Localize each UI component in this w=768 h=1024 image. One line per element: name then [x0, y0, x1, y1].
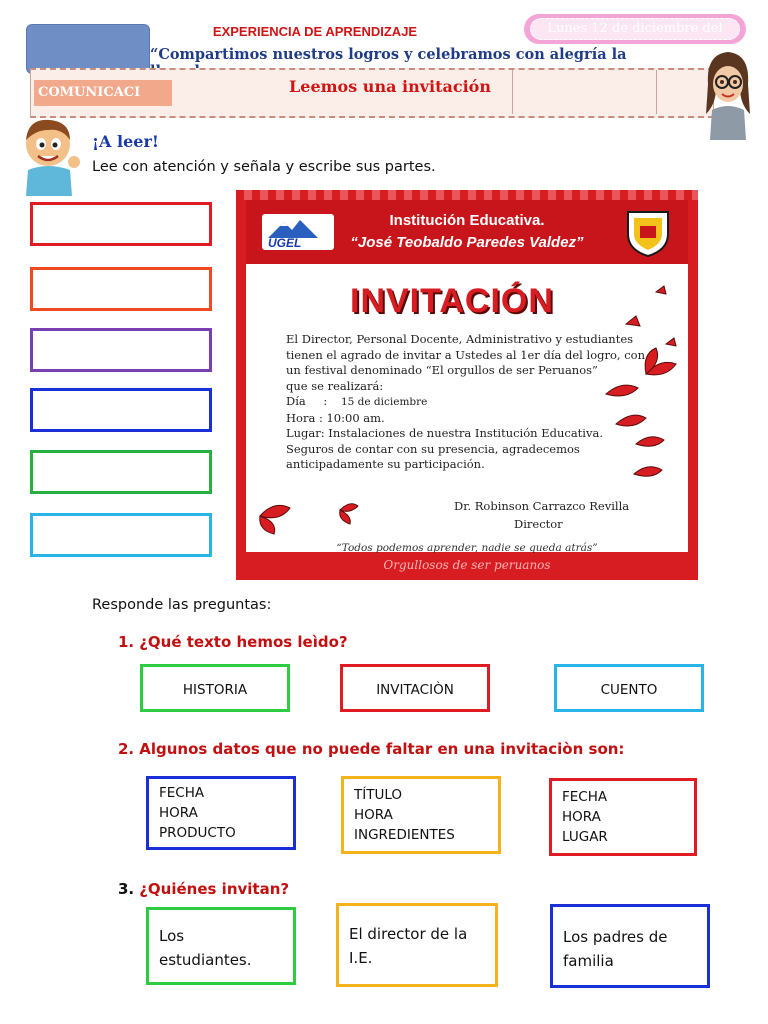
option-line: El director de la — [349, 925, 468, 943]
option-line: HORA — [562, 809, 601, 825]
intro-heading: ¡A leer! — [92, 132, 159, 151]
boy-reading-icon — [18, 114, 84, 196]
area-label: COMUNICACI — [34, 80, 172, 106]
day-value: 15 de diciembre — [340, 396, 428, 408]
option-line: I.E. — [349, 949, 373, 967]
institution-line1: Institución Educativa. — [389, 212, 545, 229]
option-line: HORA — [159, 805, 198, 821]
place-line: Lugar: Instalaciones de nuestra Institución Educativa. — [286, 426, 603, 440]
answer-box-lightblue[interactable] — [30, 513, 212, 557]
closing-line: anticipadamente su participación. — [286, 457, 485, 471]
ugel-logo-text: UGEL — [268, 236, 302, 250]
q2-option-a[interactable] — [146, 776, 296, 850]
question-text: Algunos datos que no puede faltar en una invitaciòn son: — [139, 740, 625, 758]
answer-box-blue[interactable] — [30, 388, 212, 432]
date-text: Lunes 12 de diciembre del — [530, 18, 740, 40]
invitation-footer: Orgullosos de ser peruanos — [383, 558, 551, 572]
q3-option-estudiantes[interactable] — [146, 907, 296, 985]
day-separator: : — [323, 394, 328, 408]
intro-instruction: Lee con atención y señala y escribe sus partes. — [92, 159, 436, 175]
option-line: TÍTULO — [354, 787, 403, 803]
question-number: 3. — [118, 880, 135, 898]
questions-intro: Responde las preguntas: — [92, 597, 272, 613]
question-text: ¿Qué texto hemos leìdo? — [139, 633, 348, 651]
signer-name: Dr. Robinson Carrazco Revilla — [454, 499, 630, 513]
card-top-pattern — [236, 190, 698, 200]
q3-option-padres[interactable] — [550, 904, 710, 988]
q1-option-historia[interactable] — [140, 664, 290, 712]
answer-box-green[interactable] — [30, 450, 212, 494]
q1-option-invitacion[interactable] — [340, 664, 490, 712]
option-text: INVITACIÒN — [376, 682, 454, 698]
q2-option-c[interactable] — [549, 778, 697, 856]
option-line: HORA — [354, 807, 393, 823]
signer-role: Director — [514, 517, 563, 531]
body-line: tienen el agrado de invitar a Ustedes al 1er día del logro, con — [286, 347, 645, 362]
option-line: FECHA — [159, 785, 205, 801]
question-2 — [118, 739, 624, 758]
option-line: estudiantes. — [159, 951, 252, 969]
butterflies-decoration-icon — [586, 284, 686, 504]
lesson-title: Leemos una invitación — [289, 77, 491, 96]
option-line: PRODUCTO — [159, 825, 236, 841]
experience-subtitle: “Compartimos nuestros logros y celebramos con alegría la — [150, 46, 627, 63]
invitation-card — [236, 190, 698, 580]
option-line: familia — [563, 952, 614, 970]
experience-title: EXPERIENCIA DE APRENDIZAJE — [212, 24, 418, 39]
body-line: un festival denominado “El orgullos de ser Peruanos” — [286, 363, 598, 377]
q2-option-b[interactable] — [341, 776, 501, 854]
date-badge — [524, 14, 746, 44]
option-line: FECHA — [562, 789, 608, 805]
option-text: HISTORIA — [182, 682, 248, 698]
question-number: 1. — [118, 633, 135, 651]
question-1 — [118, 632, 348, 651]
invitation-motto: “Todos podemos aprender, nadie se queda atrás” — [336, 542, 598, 554]
q3-option-director[interactable] — [336, 903, 498, 987]
butterflies-bottom-icon — [250, 496, 360, 536]
option-line: LUGAR — [562, 829, 608, 845]
day-label: Día — [286, 394, 306, 408]
answer-box-orange[interactable] — [30, 267, 212, 311]
teacher-avatar-icon — [700, 44, 756, 140]
invitation-body — [246, 200, 688, 552]
time-line: Hora : 10:00 am. — [286, 410, 385, 425]
invitation-title: INVITACIÓN — [350, 282, 554, 320]
option-line: Los padres de — [563, 928, 668, 946]
question-3 — [118, 879, 289, 898]
q1-option-cuento[interactable] — [554, 664, 704, 712]
school-logo-placeholder — [26, 24, 150, 74]
banner-divider — [656, 70, 657, 114]
answer-box-red[interactable] — [30, 202, 212, 246]
body-line: que se realizará: — [286, 378, 384, 393]
institution-line2: “José Teobaldo Paredes Valdez” — [350, 234, 584, 251]
option-line: INGREDIENTES — [354, 827, 455, 843]
option-text: CUENTO — [600, 682, 658, 698]
closing-line: Seguros de contar con su presencia, agradecemos — [286, 441, 580, 456]
option-line: Los — [159, 927, 185, 945]
question-text: ¿Quiénes invitan? — [139, 880, 290, 898]
body-line: El Director, Personal Docente, Administrativo y estudiantes — [286, 332, 634, 346]
question-number: 2. — [118, 740, 135, 758]
answer-box-purple[interactable] — [30, 328, 212, 372]
